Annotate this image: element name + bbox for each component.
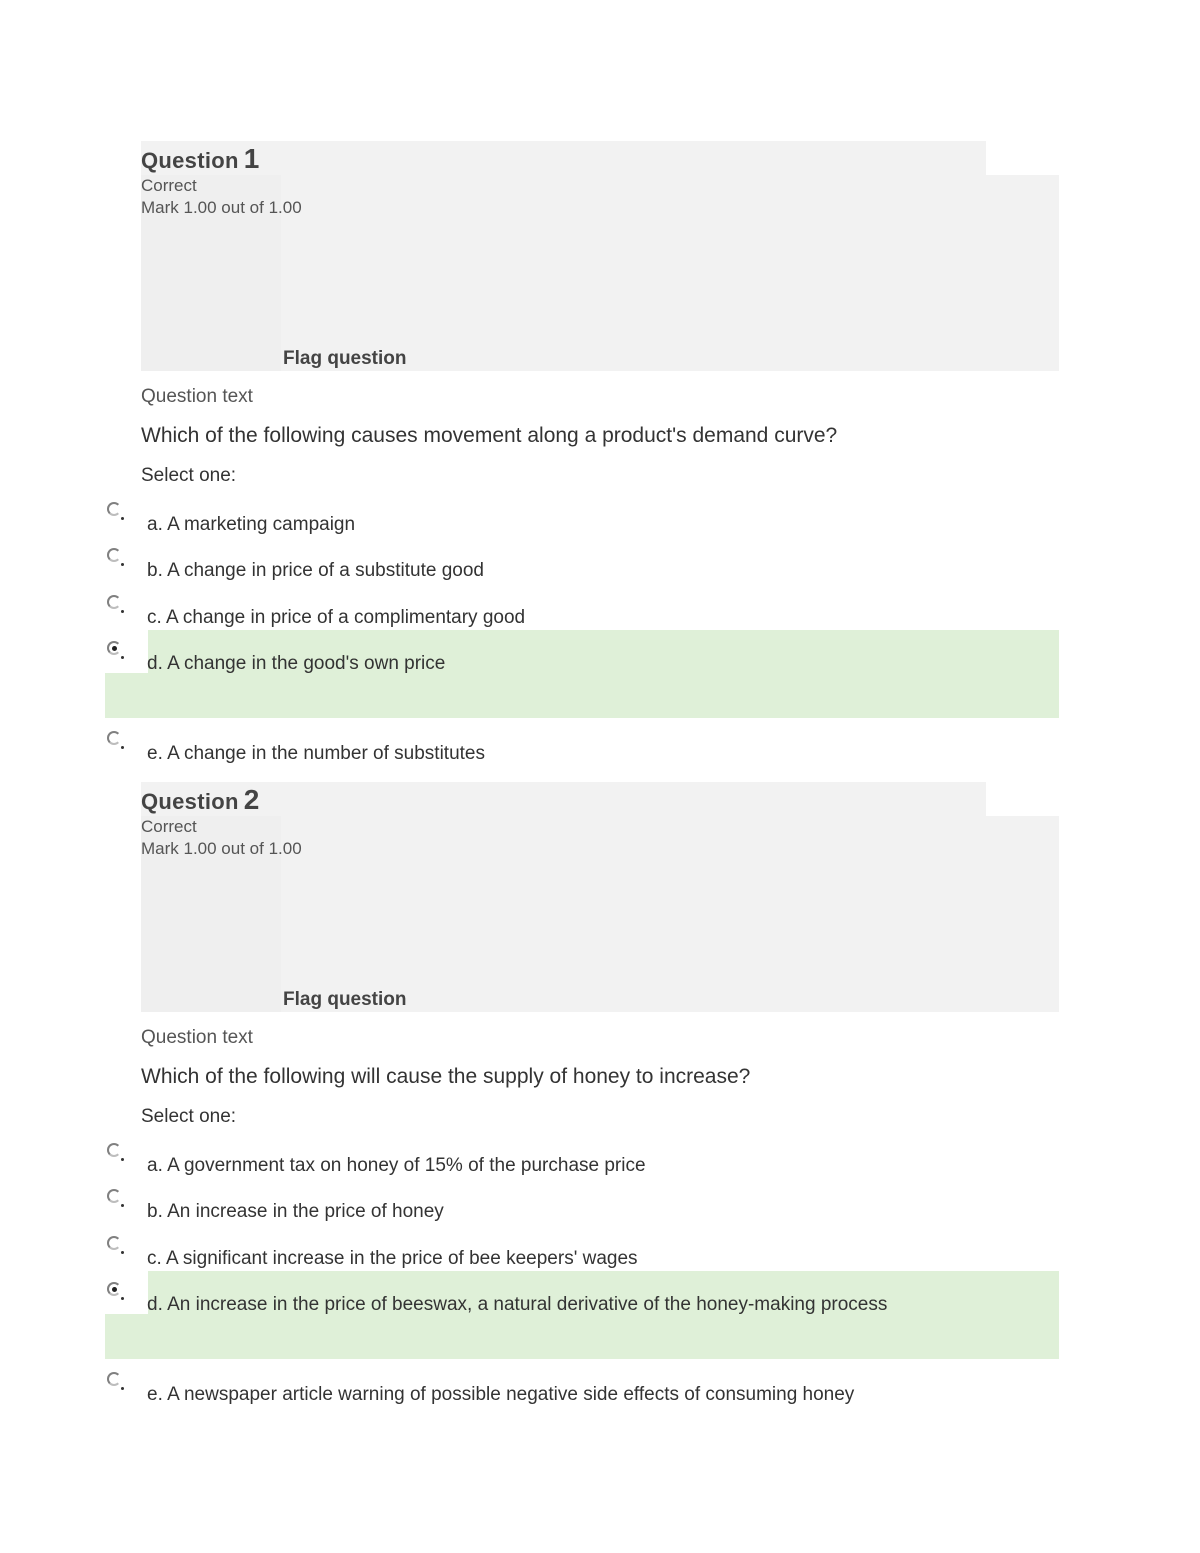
option-c-label[interactable]: c. A change in price of a complimentary good — [147, 607, 526, 628]
question-text: Which of the following will cause the supply of honey to increase? — [141, 1065, 751, 1088]
option-a-radio[interactable] — [107, 502, 121, 516]
option-d-radio[interactable] — [107, 641, 121, 655]
question-text-label: Question text — [141, 386, 253, 407]
question-text-label: Question text — [141, 1027, 253, 1048]
option-d-radio[interactable] — [107, 1282, 121, 1296]
question-state: Correct — [141, 176, 197, 195]
question-heading-label: Question — [141, 148, 239, 173]
question-state: Correct — [141, 817, 197, 836]
option-b-label[interactable]: b. A change in price of a substitute good — [147, 560, 484, 581]
flag-question-link[interactable]: Flag question — [283, 989, 407, 1010]
option-a-label[interactable]: a. A government tax on honey of 15% of the purchase price — [147, 1155, 646, 1176]
question-info-header — [141, 782, 986, 816]
question-info-header — [141, 141, 986, 175]
option-b-label[interactable]: b. An increase in the price of honey — [147, 1201, 444, 1222]
question-heading — [141, 143, 260, 175]
select-one-prompt: Select one: — [141, 1106, 237, 1127]
question-2 — [0, 782, 1200, 1422]
question-number: 1 — [243, 143, 260, 174]
option-e-label[interactable]: e. A change in the number of substitutes — [147, 743, 486, 764]
option-d-label[interactable]: d. An increase in the price of beeswax, a natural derivative of the honey-making process — [147, 1294, 888, 1315]
option-e-label[interactable]: e. A newspaper article warning of possible negative side effects of consuming honey — [147, 1384, 855, 1405]
question-text: Which of the following causes movement along a product's demand curve? — [141, 424, 838, 447]
option-b-radio[interactable] — [107, 548, 121, 562]
option-e-radio[interactable] — [107, 731, 121, 745]
option-e-radio[interactable] — [107, 1372, 121, 1386]
question-grade: Mark 1.00 out of 1.00 — [141, 198, 302, 217]
question-number: 2 — [243, 784, 260, 815]
question-1 — [0, 141, 1200, 781]
option-c-radio[interactable] — [107, 1236, 121, 1250]
option-c-radio[interactable] — [107, 595, 121, 609]
flag-question-link[interactable]: Flag question — [283, 348, 407, 369]
option-a-label[interactable]: a. A marketing campaign — [147, 514, 356, 535]
correct-answer-highlight — [105, 673, 1059, 718]
question-heading — [141, 784, 260, 816]
question-heading-label: Question — [141, 789, 239, 814]
option-d-label[interactable]: d. A change in the good's own price — [147, 653, 446, 674]
question-grade: Mark 1.00 out of 1.00 — [141, 839, 302, 858]
correct-answer-highlight — [105, 1314, 1059, 1359]
option-c-label[interactable]: c. A significant increase in the price of bee keepers' wages — [147, 1248, 638, 1269]
select-one-prompt: Select one: — [141, 465, 237, 486]
option-b-radio[interactable] — [107, 1189, 121, 1203]
option-a-radio[interactable] — [107, 1143, 121, 1157]
